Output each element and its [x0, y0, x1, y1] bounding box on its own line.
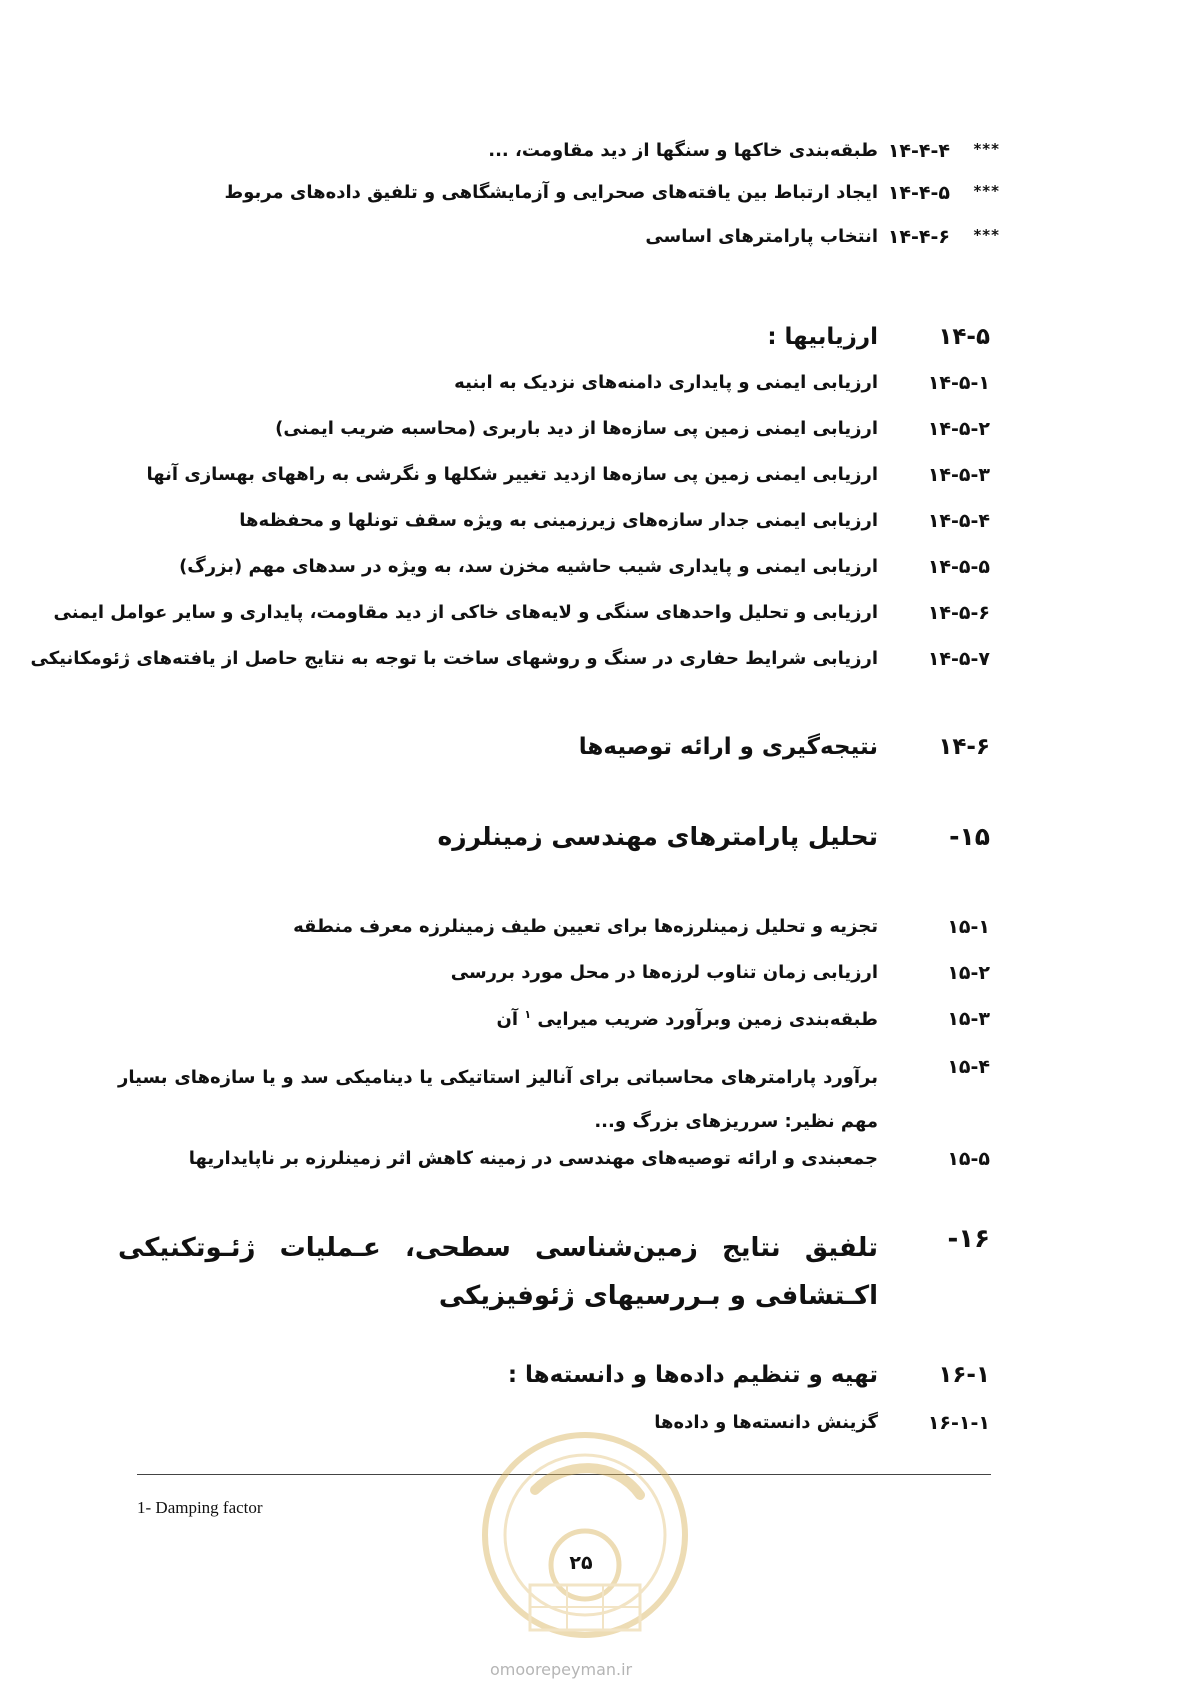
section-number: ۱۴-۵-۷ — [927, 648, 990, 670]
section-title: تجزیه و تحلیل زمینلرزه‌ها برای تعیین طیف زمینلرزه معرف منطقه — [293, 916, 878, 937]
section-title — [497, 1008, 878, 1030]
section-number: ۱۴-۶ — [938, 734, 990, 760]
toc-row-15-3 — [0, 1008, 1190, 1052]
toc-row-14-5-4 — [0, 510, 1190, 554]
section-number: ۱۴-۵-۲ — [927, 418, 990, 440]
watermark-site: omoorepeyman.ir — [490, 1660, 633, 1679]
section-number: ۱۵-۱ — [947, 916, 990, 938]
section-number: ۱۴-۵-۵ — [927, 556, 990, 578]
section-title: تحلیل پارامترهای مهندسی زمینلرزه — [437, 822, 878, 851]
asterisk-mark: *** — [973, 226, 1000, 244]
section-title: تهیه و تنظیم داده‌ها و دانسته‌ها : — [507, 1362, 878, 1388]
section-title: ارزیابی ایمنی زمین پی سازه‌ها ازدید تغییر شکلها و نگرشی به راههای بهسازی آنها — [146, 464, 878, 485]
toc-row-14-5-6 — [0, 602, 1190, 646]
toc-heading-14-5 — [0, 324, 1190, 368]
section-title: ارزیابی ایمنی و پایداری شیب حاشیه مخزن سد، به ویژه در سدهای مهم (بزرگ) — [179, 556, 878, 577]
section-title: ارزیابی ایمنی و پایداری دامنه‌های نزدیک به ابنیه — [454, 372, 878, 393]
watermark-logo — [475, 1420, 695, 1650]
section-title: طبقه‌بندی خاکها و سنگها از دید مقاومت، ... — [488, 140, 878, 161]
toc-heading-14-6 — [0, 734, 1190, 778]
section-number: ۱۶- — [947, 1224, 990, 1254]
toc-row-14-4-4 — [0, 140, 1190, 184]
section-title: ارزیابی ایمنی جدار سازه‌های زیرزمینی به ویژه سقف تونلها و محفظه‌ها — [239, 510, 878, 531]
section-number: ۱۴-۵ — [938, 324, 990, 350]
toc-row-15-5 — [0, 1148, 1190, 1192]
section-number: ۱۴-۴-۵ — [887, 182, 950, 204]
section-title: گزینش دانسته‌ها و داده‌ها — [654, 1412, 878, 1433]
section-number: ۱۴-۵-۱ — [927, 372, 990, 394]
title-text-end: آن — [496, 1009, 519, 1030]
toc-heading-16-1 — [0, 1362, 1190, 1406]
section-number: ۱۶-۱-۱ — [927, 1412, 990, 1434]
section-number: ۱۵-۲ — [947, 962, 990, 984]
title-text: طبقه‌بندی زمین وبرآورد ضریب میرایی — [537, 1009, 878, 1030]
section-title: نتیجه‌گیری و ارائه توصیه‌ها — [578, 734, 878, 760]
toc-row-14-5-5 — [0, 556, 1190, 600]
toc-row-14-5-1 — [0, 372, 1190, 416]
section-number: ۱۴-۴-۶ — [887, 226, 950, 248]
toc-row-15-1 — [0, 916, 1190, 960]
section-number: ۱۵-۳ — [947, 1008, 990, 1030]
section-number: ۱۴-۵-۳ — [927, 464, 990, 486]
section-title: تلفیق نتایج زمین‌شناسی سطحی، عـملیات ژئـوتکنیکی اکـتشافی و بـررسیهای ژئوفیزیکی — [118, 1233, 878, 1311]
section-title: ارزیابی شرایط حفاری در سنگ و روشهای ساخت با توجه به نتایج حاصل از یافته‌های ژئومکانیکی — [30, 648, 878, 669]
toc-row-14-4-6 — [0, 226, 1190, 270]
section-number: ۱۵-۵ — [947, 1148, 990, 1170]
section-title: ارزیابی زمان تناوب لرزه‌ها در محل مورد بررسی — [450, 962, 878, 983]
section-title: ارزیابی و تحلیل واحدهای سنگی و لایه‌های خاکی از دید مقاومت، پایداری و سایر عوامل ایمنی — [53, 602, 878, 623]
toc-row-15-2 — [0, 962, 1190, 1006]
section-title: ارزیابی ایمنی زمین پی سازه‌ها از دید باربری (محاسبه ضریب ایمنی) — [275, 418, 878, 439]
asterisk-mark: *** — [973, 140, 1000, 158]
section-number: ۱۴-۵-۶ — [927, 602, 990, 624]
section-number: ۱۵-۴ — [947, 1056, 990, 1078]
footnote-ref: ۱ — [524, 1008, 532, 1021]
toc-row-14-5-2 — [0, 418, 1190, 462]
toc-row-14-5-3 — [0, 464, 1190, 508]
footnote: 1- Damping factor — [137, 1498, 263, 1517]
section-number: ۱۵- — [949, 822, 990, 851]
section-title: انتخاب پارامترهای اساسی — [645, 226, 878, 247]
toc-row-15-4 — [0, 1056, 1190, 1148]
section-title: ایجاد ارتباط بین یافته‌های صحرایی و آزمایشگاهی و تلفیق داده‌های مربوط — [224, 182, 878, 203]
section-title: ارزیابیها : — [767, 324, 878, 350]
page-number: ۲۵ — [569, 1552, 593, 1574]
toc-row-14-4-5 — [0, 182, 1190, 226]
toc-heading-15 — [0, 822, 1190, 866]
section-number: ۱۴-۵-۴ — [927, 510, 990, 532]
section-number: ۱۴-۴-۴ — [887, 140, 950, 162]
section-title: برآورد پارامترهای محاسباتی برای آنالیز استاتیکی یا دینامیکی سد و یا سازه‌های بسیار مهم نظیر: سرریزهای بزرگ و... — [118, 1067, 878, 1132]
asterisk-mark: *** — [973, 182, 1000, 200]
toc-heading-16 — [0, 1224, 1190, 1324]
toc-row-14-5-7 — [0, 648, 1190, 692]
section-number: ۱۶-۱ — [938, 1362, 990, 1388]
section-title: جمعبندی و ارائه توصیه‌های مهندسی در زمینه کاهش اثر زمینلرزه بر ناپایداریها — [188, 1148, 878, 1169]
